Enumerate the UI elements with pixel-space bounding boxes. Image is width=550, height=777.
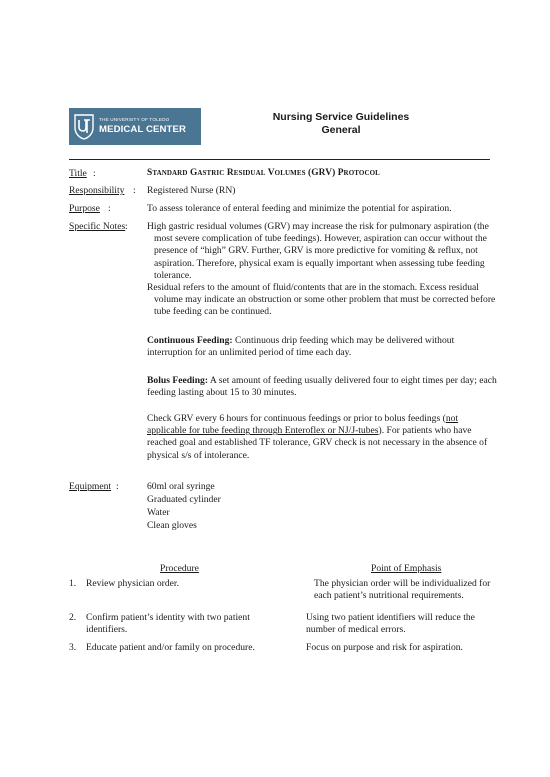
responsibility-value: Registered Nurse (RN) [147,185,236,196]
logo-line-1: THE UNIVERSITY OF TOLEDO [99,117,170,123]
notes-continuous-feeding [147,335,497,359]
document-header-title: Nursing Service Guidelines [272,111,410,123]
purpose-label-colon: : [108,203,111,214]
equipment-item: Clean gloves [147,520,197,531]
equipment-label: Equipment [69,481,112,492]
responsibility-label-colon: : [133,185,136,196]
grv-check-text-c: ). For patients who have reached goal and established TF tolerance, GRV check is not necessary in the absence of physical s/s of intolerance. [147,425,488,461]
purpose-label: Purpose [69,203,100,214]
procedure-column-header: Procedure [160,563,199,574]
step-emphasis: Focus on purpose and risk for aspiration. [306,642,463,653]
step-procedure: Confirm patient’s identity with two patient identifiers. [86,612,250,636]
emphasis-column-header: Point of Emphasis [371,563,442,574]
equipment-item: Water [147,507,170,518]
notes-grv-check-instructions [147,413,497,462]
continuous-feeding-term: Continuous Feeding: [147,335,233,346]
equipment-item: Graduated cylinder [147,494,221,505]
purpose-value: To assess tolerance of enteral feeding and minimize the potential for aspiration. [147,203,452,214]
header-divider [69,159,490,160]
document-header-subtitle: General [321,124,361,136]
grv-check-text-a: Check GRV every 6 hours for continuous feedings or prior to bolus feedings ( [147,413,446,424]
logo-line-2: MEDICAL CENTER [99,124,187,135]
grv-check-exception: not applicable for tube feeding through Enteroflex or NJ/J-tubes [147,413,459,437]
step-procedure: Educate patient and/or family on procedure. [86,642,255,653]
title-label: Title [69,168,87,179]
title-label-colon: : [93,168,96,179]
equipment-label-colon: : [116,481,119,492]
title-value: Standard Gastric Residual Volumes (GRV) Protocol [147,168,380,178]
specific-notes-label: Specific Notes [69,221,126,232]
specific-notes-label-colon: : [125,221,128,232]
step-emphasis: The physician order will be individualized for each patient’s nutritional requirements. [314,578,491,602]
notes-bolus-feeding [147,375,497,399]
equipment-item: 60ml oral syringe [147,481,215,492]
notes-paragraph-grv-risk: High gastric residual volumes (GRV) may increase the risk for pulmonary aspiration (the most severe complication of tube feedings). However, aspiration can occur without the presence of “high” GRV. Further, GRV is more predictive for vomiting & reflux, not aspiration. Therefore, physical exam is equally important when assessing tube feeding tolerance. [147,221,489,281]
bolus-feeding-definition: A set amount of feeding usually delivered four to eight times per day; each feeding lasting about 15 to 30 minutes. [147,375,497,399]
step-number: 1. [69,578,77,589]
step-number: 2. [69,612,77,623]
step-emphasis: Using two patient identifiers will reduce the number of medical errors. [306,612,475,636]
logo-text [99,118,186,134]
notes-paragraph-residual: Residual refers to the amount of fluid/contents that are in the stomach. Excess residual volume may indicate an obstruction or some other problem that must be corrected before tube feeding can be continued. [147,282,496,318]
step-number: 3. [69,642,77,653]
step-procedure: Review physician order. [86,578,179,589]
bolus-feeding-term: Bolus Feeding: [147,375,209,386]
continuous-feeding-definition: Continuous drip feeding which may be delivered without interruption for an unlimited period of time each day. [147,335,455,359]
responsibility-label: Responsibility [69,185,125,196]
ut-shield-icon [74,114,94,140]
ut-medical-center-logo [69,108,201,145]
